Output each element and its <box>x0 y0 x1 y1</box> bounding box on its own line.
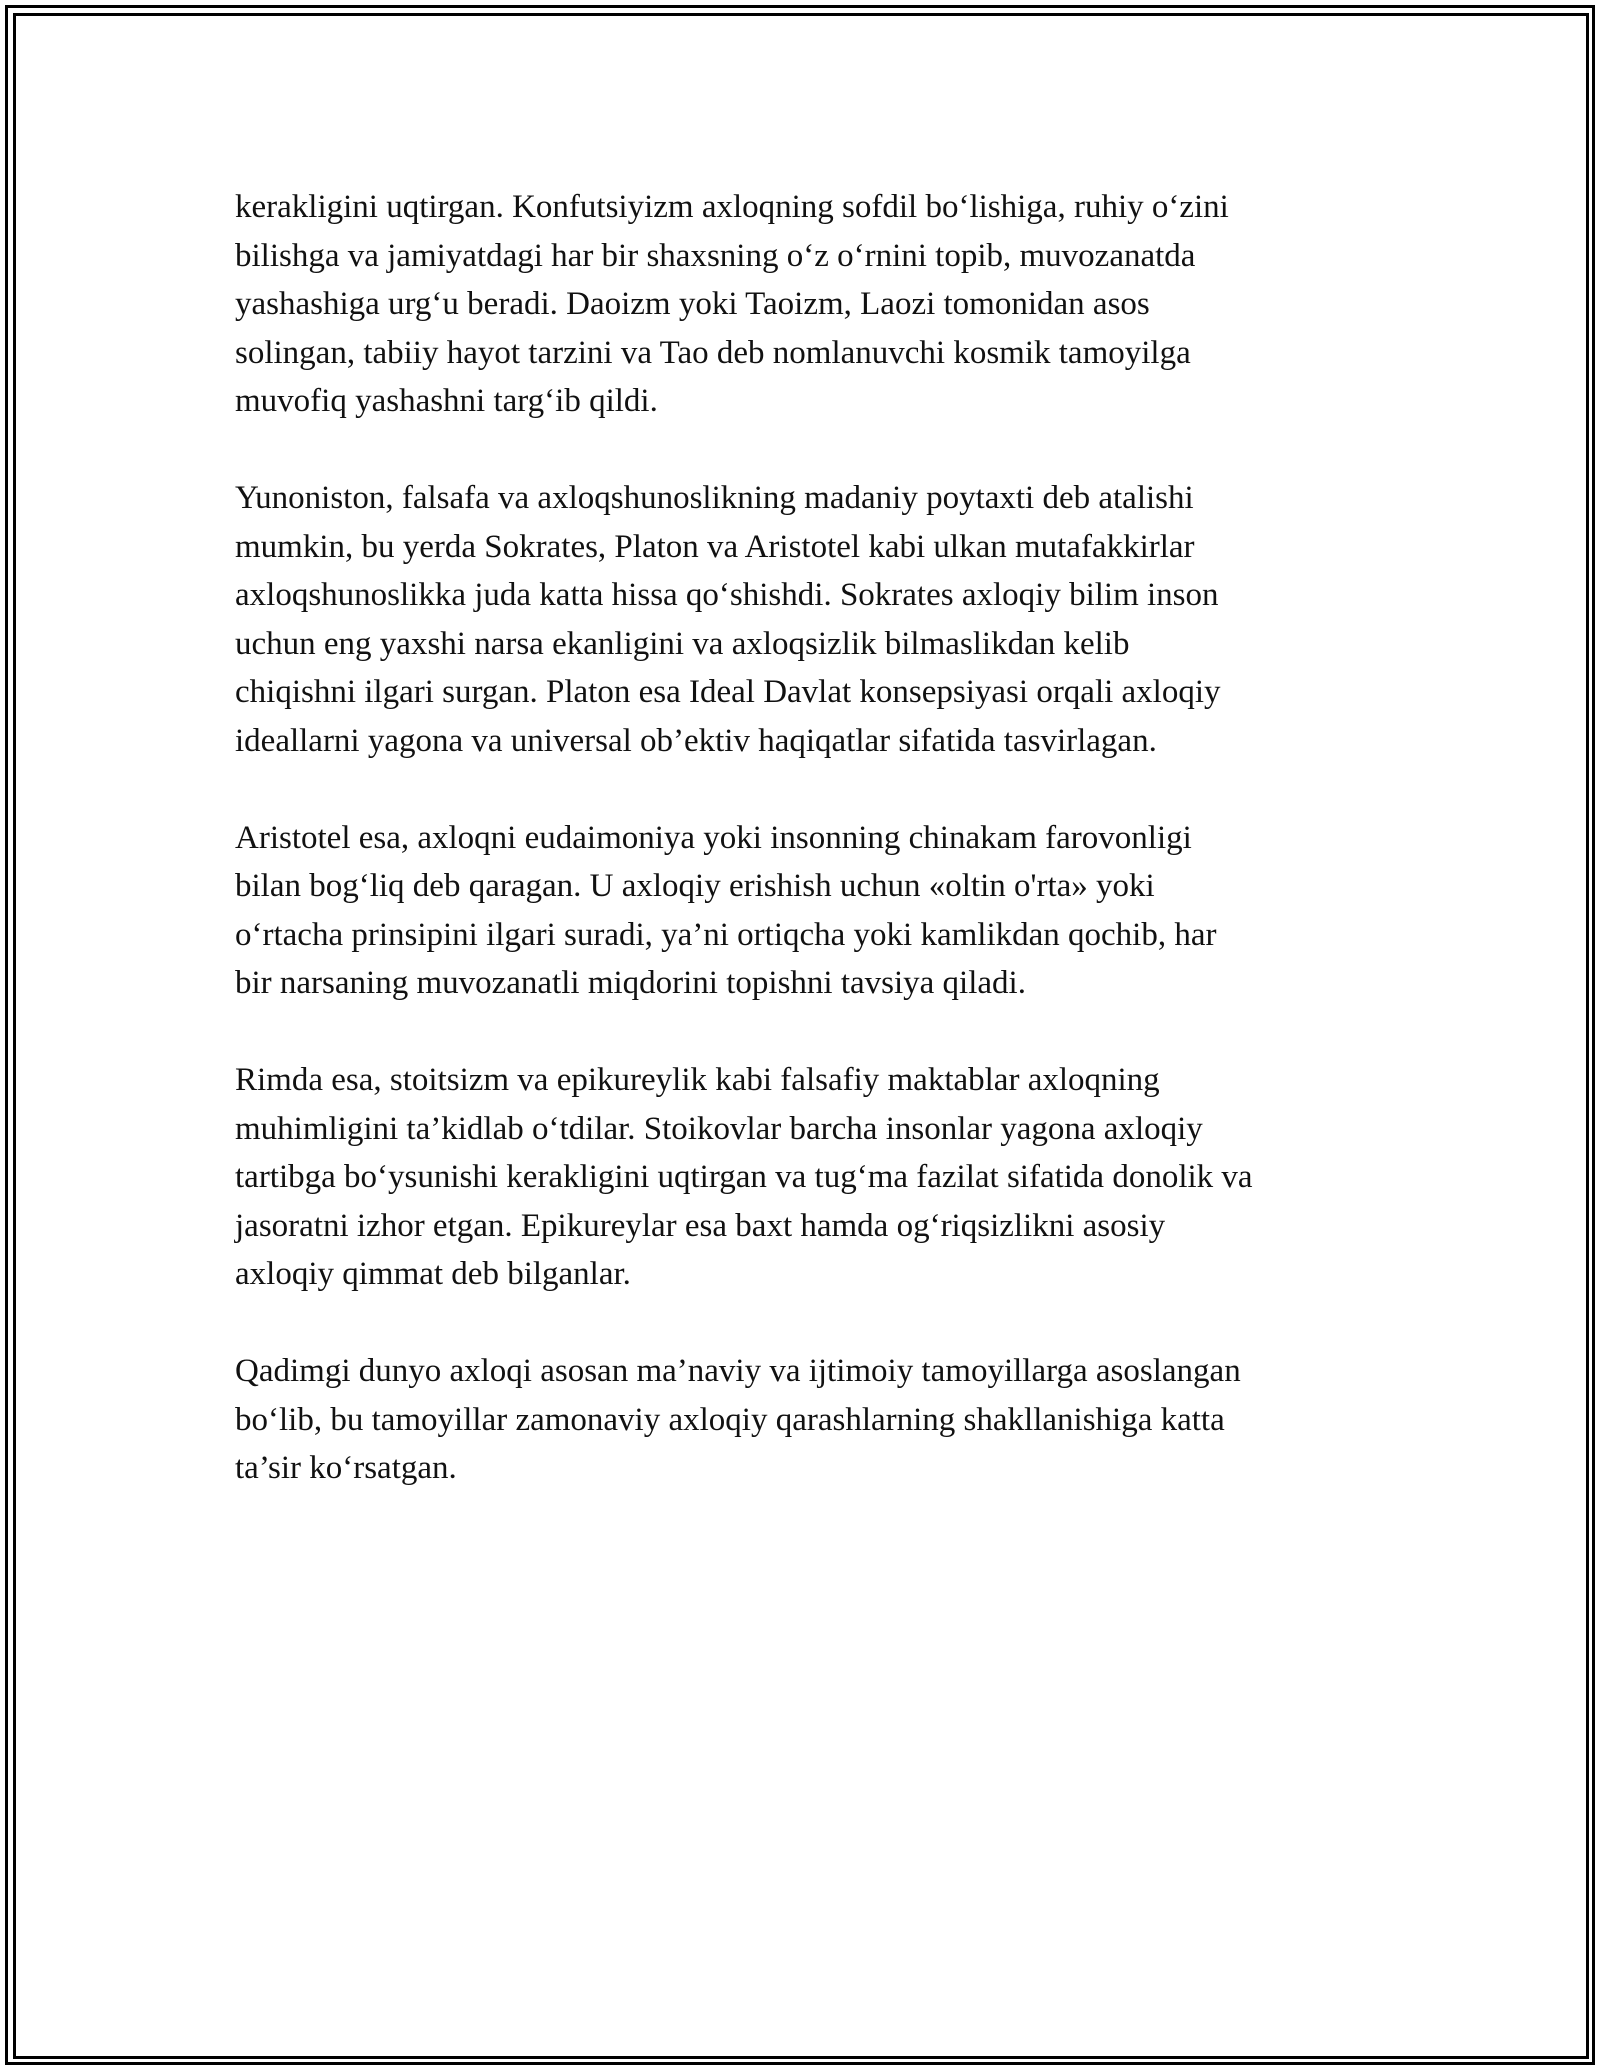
text-line: muhimligini ta’kidlab o‘tdilar. Stoikovlar barcha insonlar yagona axloqiy <box>235 1110 1203 1147</box>
text-line: Aristotel esa, axloqni eudaimoniya yoki insonning chinakam farovonligi <box>235 819 1192 856</box>
paragraph-rome <box>235 1056 1375 1299</box>
text-line: axloqiy qimmat deb bilganlar. <box>235 1256 631 1292</box>
text-line: bo‘lib, bu tamoyillar zamonaviy axloqiy qarashlarning shakllanishiga katta <box>235 1401 1225 1438</box>
document-body <box>235 183 1375 1541</box>
text-line: Yunoniston, falsafa va axloqshunoslikning madaniy poytaxti deb atalishi <box>235 480 1194 516</box>
text-line: bilishga va jamiyatdagi har bir shaxsning o‘z o‘rnini topib, muvozanatda <box>235 237 1196 274</box>
text-line: kerakligini uqtirgan. Konfutsiyizm axloqning sofdil bo‘lishiga, ruhiy o‘zini <box>235 189 1229 225</box>
paragraph-conclusion <box>235 1347 1375 1493</box>
text-line: yashashiga urg‘u beradi. Daoizm yoki Taoizm, Laozi tomonidan asos <box>235 286 1150 322</box>
text-line: ta’sir ko‘rsatgan. <box>235 1450 457 1486</box>
text-line: Rimda esa, stoitsizm va epikureylik kabi falsafiy maktablar axloqning <box>235 1062 1160 1098</box>
paragraph-greece <box>235 474 1375 765</box>
text-line: tartibga bo‘ysunishi kerakligini uqtirgan va tug‘ma fazilat sifatida donolik va <box>235 1159 1253 1195</box>
text-line: uchun eng yaxshi narsa ekanligini va axloqsizlik bilmaslikdan kelib <box>235 625 1130 662</box>
text-line: o‘rtacha prinsipini ilgari suradi, ya’ni ortiqcha yoki kamlikdan qochib, har <box>235 916 1217 953</box>
text-line: bilan bog‘liq deb qaragan. U axloqiy erishish uchun «oltin o'rta» yoki <box>235 868 1155 904</box>
text-line: chiqishni ilgari surgan. Platon esa Ideal Davlat konsepsiyasi orqali axloqiy <box>235 674 1221 710</box>
paragraph-aristotle <box>235 814 1375 1008</box>
text-line: bir narsaning muvozanatli miqdorini topishni tavsiya qiladi. <box>235 965 1026 1001</box>
text-line: axloqshunoslikka juda katta hissa qo‘shishdi. Sokrates axloqiy bilim inson <box>235 577 1219 613</box>
text-line: mumkin, bu yerda Sokrates, Platon va Aristotel kabi ulkan mutafakkirlar <box>235 528 1195 565</box>
text-line: jasoratni izhor etgan. Epikureylar esa baxt hamda og‘riqsizlikni asosiy <box>235 1207 1166 1244</box>
text-line: ideallarni yagona va universal ob’ektiv haqiqatlar sifatida tasvirlagan. <box>235 722 1157 759</box>
paragraph-confucianism-taoism <box>235 183 1375 426</box>
text-line: muvofiq yashashni targ‘ib qildi. <box>235 383 658 419</box>
text-line: Qadimgi dunyo axloqi asosan ma’naviy va ijtimoiy tamoyillarga asoslangan <box>235 1353 1241 1389</box>
text-line: solingan, tabiiy hayot tarzini va Tao deb nomlanuvchi kosmik tamoyilga <box>235 334 1191 371</box>
